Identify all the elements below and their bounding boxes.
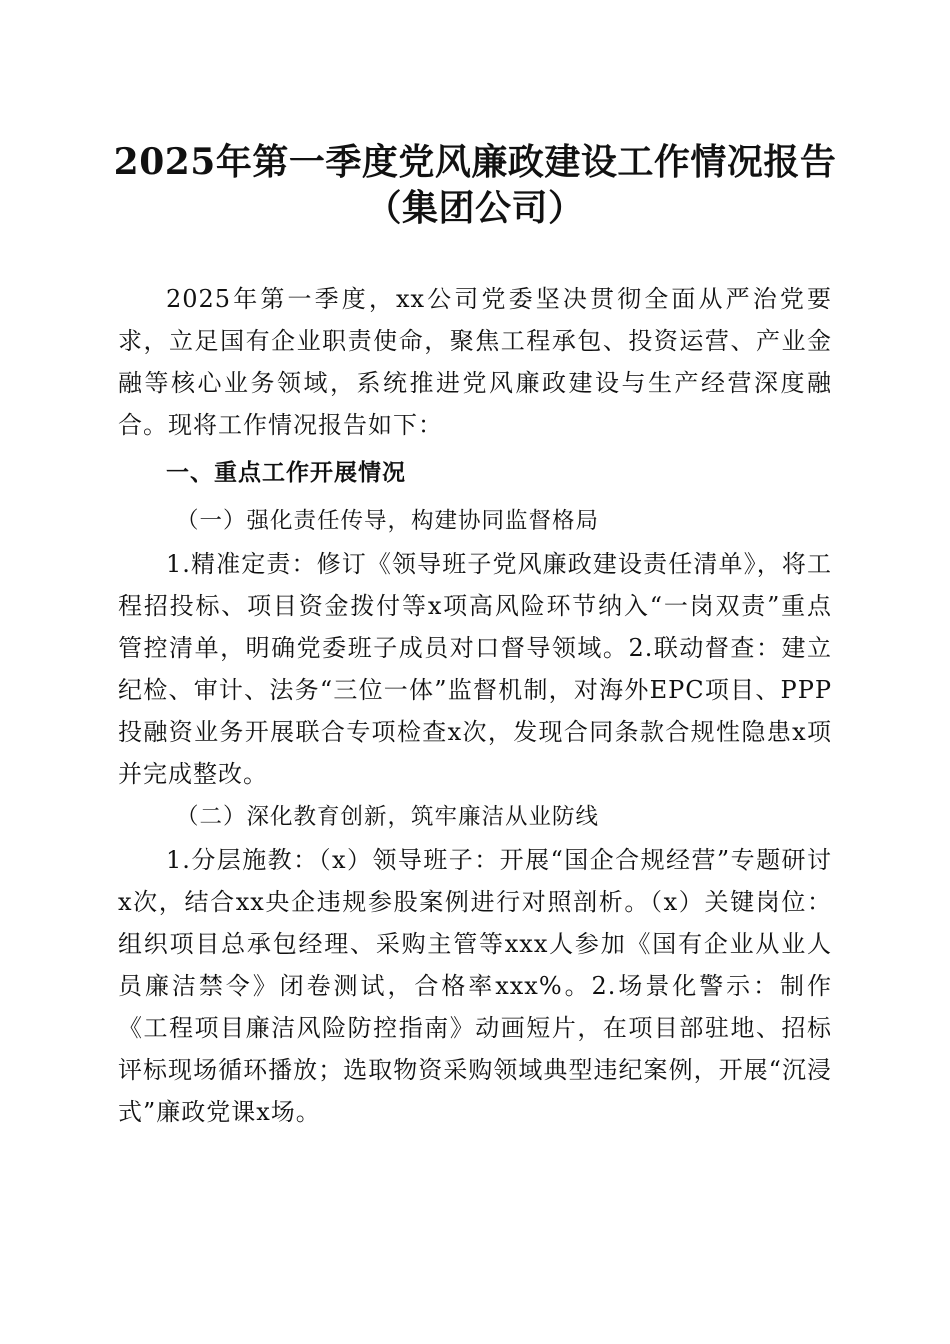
- document-subtitle: （集团公司）: [365, 187, 585, 229]
- subsection-heading-1: （一）强化责任传导，构建协同监督格局: [176, 508, 600, 534]
- intro-paragraph: 2025年第一季度，xx公司党委坚决贯彻全面从严治党要求，立足国有企业职责使命，聚焦工程承包、投资运营、产业金融等核心业务领域，系统推进党风廉政建设与生产经营深度融合。现将工作情况报告如下：: [118, 285, 832, 439]
- section-heading-1: 一、重点工作开展情况: [166, 460, 406, 486]
- document-body: [118, 278, 832, 1133]
- subsection-1-paragraph: 1.精准定责：修订《领导班子党风廉政建设责任清单》，将工程招投标、项目资金拨付等x项高风险环节纳入“一岗双责”重点管控清单，明确党委班子成员对口督导领域。2.联动督查：建立纪检、审计、法务“三位一体”监督机制，对海外EPC项目、PPP投融资业务开展联合专项检查x次，发现合同条款合规性隐患x项并完成整改。: [118, 550, 832, 788]
- document-title: 2025年第一季度党风廉政建设工作情况报告: [113, 141, 837, 183]
- subsection-2-paragraph: 1.分层施教：（x）领导班子：开展“国企合规经营”专题研讨x次，结合xx央企违规参股案例进行对照剖析。（x）关键岗位：组织项目总承包经理、采购主管等xxx人参加《国有企业从业人员廉洁禁令》闭卷测试，合格率xxx%。2.场景化警示：制作《工程项目廉洁风险防控指南》动画短片，在项目部驻地、招标评标现场循环播放；选取物资采购领域典型违纪案例，开展“沉浸式”廉政党课x场。: [118, 846, 832, 1126]
- subsection-heading-2: （二）深化教育创新，筑牢廉洁从业防线: [176, 804, 600, 830]
